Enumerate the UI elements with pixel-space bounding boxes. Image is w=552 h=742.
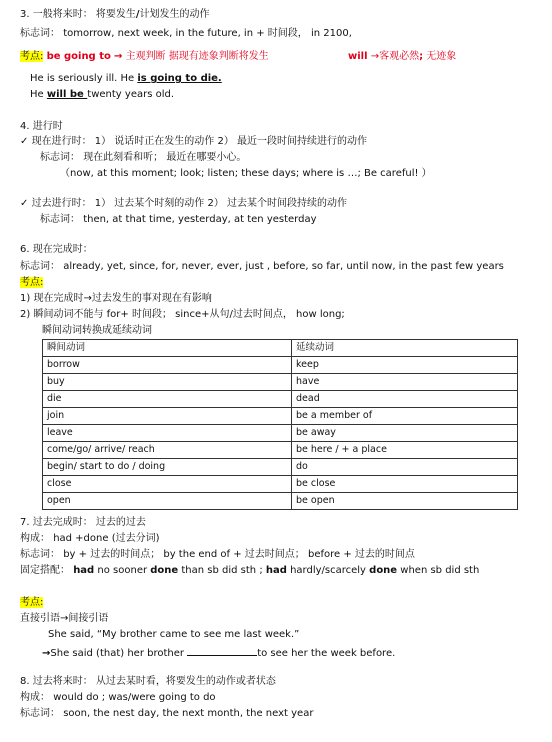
example-text: She said (that) her brother (50, 648, 188, 659)
section-6-key-point (20, 276, 43, 289)
example-sentence (30, 72, 222, 85)
subjective-text: 主观判断 (125, 51, 166, 62)
signal-text: by + 过去的时间点； by the end of + 过去时间点； before + 过去的时间点 (63, 549, 415, 560)
no-evidence-text: 无迹象 (426, 51, 457, 62)
section-3-heading (20, 8, 210, 21)
table-row (43, 374, 518, 391)
structure-text: would do ; was/were going to do (53, 692, 216, 703)
example-emphasis: will be (46, 89, 88, 100)
table-cell: be a member of (292, 408, 518, 425)
section-3-signal-words (20, 27, 352, 40)
collocation-text: when sb did sth (397, 565, 480, 576)
will-keyword: will (348, 51, 368, 62)
point-text: 瞬间动词不能与 for+ 时间段； since+从句/过去时间点， how long; (33, 309, 345, 320)
table-caption: 瞬间动词转换成延续动词 (42, 325, 152, 336)
heading-text: 计划发生的动作 (139, 9, 210, 20)
example-text: twenty years old. (87, 89, 175, 100)
example-sentence (30, 88, 174, 101)
section-8-signal-words (20, 707, 313, 720)
table-cell: do (292, 459, 518, 476)
section-7-heading: 7. 过去完成时： 过去的过去 (20, 517, 146, 528)
present-signal-words (40, 151, 246, 164)
indirect-speech-example (42, 645, 395, 660)
table-row (43, 425, 518, 442)
label: 标志词： (20, 708, 60, 719)
section-7-signal-words (20, 548, 415, 561)
label: 固定搭配： (20, 565, 70, 576)
signal-text: 现在此刻看和听； 最近在哪要小心。 (83, 152, 247, 163)
table-row (43, 442, 518, 459)
table-cell: begin/ start to do / doing (43, 459, 292, 476)
table-row (43, 408, 518, 425)
table-row (43, 357, 518, 374)
table-row (43, 391, 518, 408)
fill-in-blank (187, 645, 257, 656)
keyword-done: done (150, 565, 179, 576)
keyword-had: had (265, 565, 287, 576)
section-7-fixed-collocations (20, 564, 479, 577)
table-cell: dead (292, 391, 518, 408)
label: 标志词： (40, 214, 80, 225)
section-6-signal-words (20, 260, 504, 273)
table-cell: join (43, 408, 292, 425)
key-point-highlight: 考点: (20, 277, 44, 288)
signal-text: already, yet, since, for, never, ever, just , before, so far, until now, in the past few years (63, 261, 504, 272)
evidence-text: 据现有迹象判断将发生 (168, 51, 269, 62)
label: 标志词： (20, 261, 60, 272)
present-examples: （now, at this moment; look; listen; these days; where is …; Be careful! ） (60, 168, 432, 179)
line-text: 过去进行时： 1） 过去某个时刻的动作 2） 过去某个时间段持续的动作 (31, 198, 348, 209)
table-row (43, 476, 518, 493)
section-7-structure (20, 532, 160, 545)
table-cell: leave (43, 425, 292, 442)
table-header-row (43, 340, 518, 357)
be-going-to: be going to (46, 51, 111, 62)
point-text: 现在完成时→过去发生的事对现在有影响 (33, 293, 212, 304)
signal-text: then, at that time, yesterday, at ten yesterday (83, 214, 317, 225)
table-row (43, 493, 518, 510)
example-text: He is seriously ill. He (30, 73, 138, 84)
heading-slash: / (135, 9, 140, 20)
table-cell: be open (292, 493, 518, 510)
label: 标志词： (40, 152, 80, 163)
section-8-structure (20, 691, 216, 704)
keyword-done: done (369, 565, 398, 576)
table-cell: open (43, 493, 292, 510)
point-number: 2) (20, 309, 31, 320)
table-cell: be close (292, 476, 518, 493)
semicolon: ; (419, 51, 424, 62)
label: 构成： (20, 533, 50, 544)
section-8-heading: 8. 过去将来时： 从过去某时看，将要发生的动作或者状态 (20, 676, 276, 687)
structure-text: had +done (过去分词) (53, 533, 160, 544)
signal-text: tomorrow, next week, in the future, in + 时间段， in 2100, (63, 28, 352, 39)
table-cell: close (43, 476, 292, 493)
collocation-text: no sooner (94, 565, 151, 576)
table-header: 延续动词 (292, 340, 518, 357)
table-header: 瞬间动词 (43, 340, 292, 357)
example-emphasis: is going to die. (137, 73, 222, 84)
section-6-heading: 6. 现在完成时： (20, 244, 93, 255)
table-cell: die (43, 391, 292, 408)
label: 标志词： (20, 28, 60, 39)
section-3-will-note (348, 50, 456, 63)
check-icon: ✓ (20, 136, 29, 147)
reported-speech-key-point (20, 596, 43, 609)
table-row (43, 459, 518, 476)
table-cell: borrow (43, 357, 292, 374)
label: 构成： (20, 692, 50, 703)
key-point-highlight: 考点: (20, 51, 44, 62)
arrow-icon: → (114, 51, 123, 62)
example-text: to see her the week before. (257, 648, 396, 659)
table-cell: buy (43, 374, 292, 391)
table-cell: have (292, 374, 518, 391)
verb-conversion-table (42, 339, 518, 510)
keyword-had: had (73, 565, 95, 576)
signal-text: soon, the nest day, the next month, the next year (63, 708, 314, 719)
section-3-key-point (20, 50, 269, 63)
example-text: He (30, 89, 47, 100)
arrow-icon: → (370, 51, 380, 62)
arrow-icon: → (42, 648, 51, 659)
section-4-heading: 4. 进行时 (20, 121, 63, 132)
check-icon: ✓ (20, 198, 29, 209)
past-signal-words (40, 213, 317, 226)
line-text: 现在进行时： 1） 说话时正在发生的动作 2） 最近一段时间持续进行的动作 (31, 136, 368, 147)
table-cell: come/go/ arrive/ reach (43, 442, 292, 459)
point-2 (20, 308, 345, 321)
reported-speech-line: 直接引语→间接引语 (20, 613, 109, 624)
label: 标志词： (20, 549, 60, 560)
objective-text: 客观必然 (379, 51, 420, 62)
collocation-text: than sb did sth ; (178, 565, 266, 576)
key-point-highlight: 考点: (20, 597, 44, 608)
point-1 (20, 292, 212, 305)
point-number: 1) (20, 293, 31, 304)
past-continuous-line (20, 197, 347, 210)
table-cell: keep (292, 357, 518, 374)
collocation-text: hardly/scarcely (286, 565, 370, 576)
present-continuous-line (20, 135, 367, 148)
table-cell: be here / + a place (292, 442, 518, 459)
table-cell: be away (292, 425, 518, 442)
heading-text: 3. 一般将来时： 将要发生 (20, 9, 136, 20)
direct-speech-example: She said, “My brother came to see me last week.” (48, 629, 300, 640)
